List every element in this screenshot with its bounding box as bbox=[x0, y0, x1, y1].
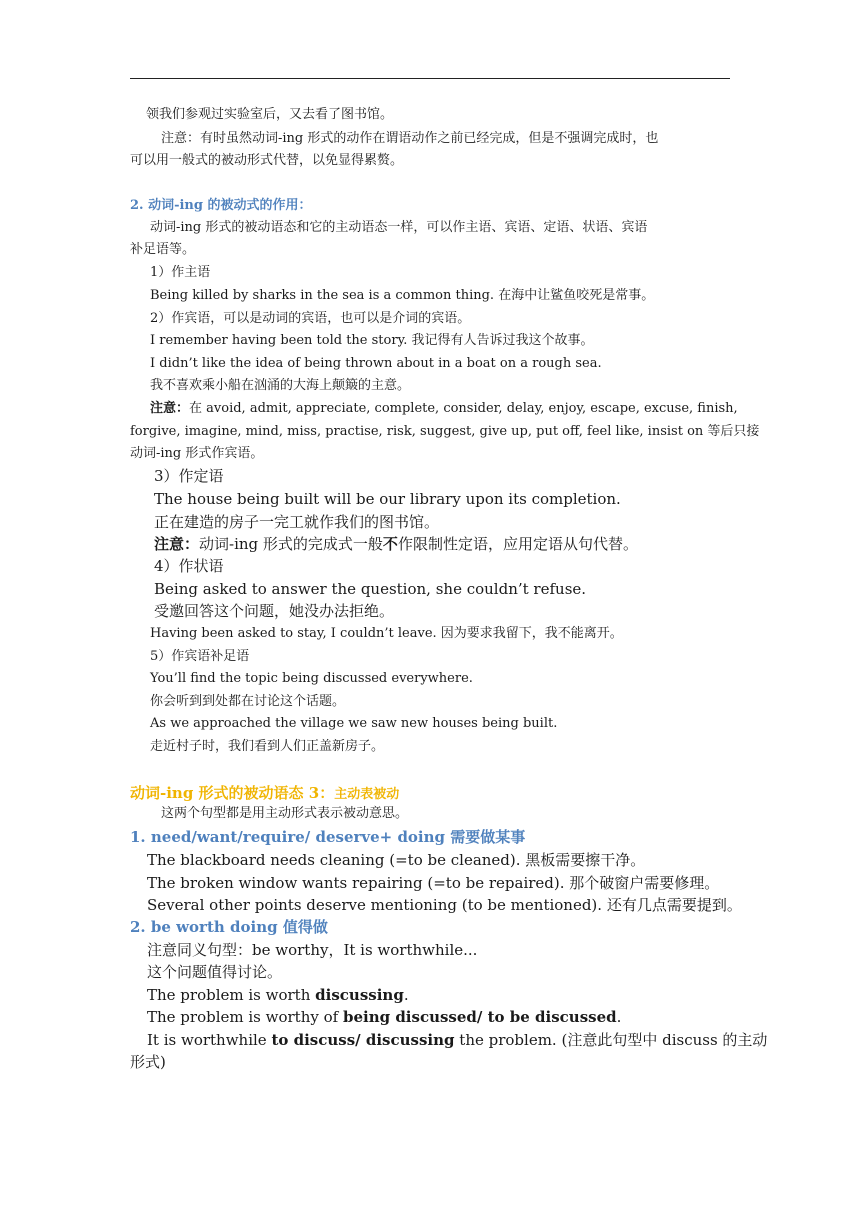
example-translation: 正在建造的房子一完工就作我们的图书馆。 bbox=[154, 513, 440, 531]
note-line bbox=[154, 535, 638, 553]
example-translation: 这个问题值得讨论。 bbox=[147, 963, 283, 981]
text-run: . bbox=[403, 986, 409, 1004]
header-rule bbox=[130, 78, 730, 79]
pattern-heading: 2. be worth doing 值得做 bbox=[130, 918, 328, 936]
example-line: As we approached the village we saw new houses being built. bbox=[150, 716, 558, 731]
section-heading bbox=[130, 783, 399, 803]
note-label: 注意： bbox=[150, 401, 190, 416]
section-heading-main: 动词-ing 形式的被动语态 3： bbox=[130, 784, 335, 802]
text-run: . bbox=[616, 1008, 622, 1026]
text-line: 注意同义句型：be worthy，It is worthwhile... bbox=[147, 941, 478, 959]
note-line: forgive, imagine, mind, miss, practise, risk, suggest, give up, put off, feel like, insist on 等后只接 bbox=[130, 424, 760, 439]
text-emphasis: discussing bbox=[315, 986, 404, 1004]
example-line: I didn’t like the idea of being thrown about in a boat on a rough sea. bbox=[150, 356, 602, 371]
subsection-title: 5）作宾语补足语 bbox=[150, 649, 250, 664]
subsection-title: 2）作宾语，可以是动词的宾语，也可以是介词的宾语。 bbox=[150, 311, 471, 326]
note-text: 在 avoid, admit, appreciate, complete, consider, delay, enjoy, escape, excuse, finish, bbox=[189, 401, 738, 416]
text-run: The problem is worthy of bbox=[147, 1008, 343, 1026]
example-line: The broken window wants repairing (=to be repaired). 那个破窗户需要修理。 bbox=[147, 874, 720, 892]
example-line: The blackboard needs cleaning (=to be cleaned). 黑板需要擦干净。 bbox=[147, 851, 646, 869]
text-line: 领我们参观过实验室后，又去看了图书馆。 bbox=[146, 107, 394, 122]
example-translation: 走近村子时，我们看到人们正盖新房子。 bbox=[150, 739, 385, 754]
note-text: 动词-ing 形式的完成式一般 bbox=[199, 535, 383, 553]
note-label: 注意： bbox=[154, 535, 200, 553]
text-line: 补足语等。 bbox=[130, 242, 196, 257]
note-line: 动词-ing 形式作宾语。 bbox=[130, 446, 264, 461]
example-translation: 你会听到到处都在讨论这个话题。 bbox=[150, 694, 346, 709]
example-line bbox=[147, 986, 409, 1004]
note-text: 作限制性定语，应用定语从句代替。 bbox=[397, 535, 638, 553]
example-line: The house being built will be our library upon its completion. bbox=[154, 490, 621, 508]
text-line: 可以用一般式的被动形式代替，以免显得累赘。 bbox=[130, 153, 404, 168]
example-line bbox=[147, 1031, 767, 1049]
text-line: 动词-ing 形式的被动语态和它的主动语态一样，可以作主语、宾语、定语、状语、宾语 bbox=[150, 220, 648, 235]
example-line: Being killed by sharks in the sea is a common thing. 在海中让鲨鱼咬死是常事。 bbox=[150, 288, 655, 303]
text-emphasis: being discussed/ to be discussed bbox=[342, 1008, 617, 1026]
subsection-title: 1）作主语 bbox=[150, 265, 211, 280]
note-line bbox=[150, 401, 738, 417]
pattern-heading: 1. need/want/require/ deserve+ doing 需要做某事 bbox=[130, 828, 526, 846]
subsection-title: 3）作定语 bbox=[154, 467, 224, 485]
text-line: 形式) bbox=[130, 1053, 166, 1071]
example-line bbox=[147, 1008, 621, 1026]
text-emphasis: to discuss/ discussing bbox=[271, 1031, 455, 1049]
example-translation: 我不喜欢乘小船在汹涌的大海上颠簸的主意。 bbox=[150, 378, 411, 393]
text-run: The problem is worth bbox=[147, 986, 316, 1004]
example-line: I remember having been told the story. 我记得有人告诉过我这个故事。 bbox=[150, 333, 594, 348]
example-translation: 受邀回答这个问题，她没办法拒绝。 bbox=[154, 602, 395, 620]
text-line: 注意：有时虽然动词-ing 形式的动作在谓语动作之前已经完成，但是不强调完成时，也 bbox=[161, 131, 659, 146]
text-run: the problem. (注意此句型中 discuss 的主动 bbox=[454, 1031, 768, 1049]
section-heading-sub: 主动表被动 bbox=[334, 787, 400, 802]
example-line: You’ll find the topic being discussed everywhere. bbox=[150, 671, 473, 686]
text-run: It is worthwhile bbox=[147, 1031, 272, 1049]
example-line: Having been asked to stay, I couldn’t leave. 因为要求我留下，我不能离开。 bbox=[150, 626, 623, 641]
section-heading: 2. 动词-ing 的被动式的作用： bbox=[130, 198, 312, 213]
note-emphasis: 不 bbox=[382, 535, 398, 553]
subsection-title: 4）作状语 bbox=[154, 557, 224, 575]
text-line: 这两个句型都是用主动形式表示被动意思。 bbox=[161, 806, 409, 821]
example-line: Several other points deserve mentioning (to be mentioned). 还有几点需要提到。 bbox=[147, 896, 742, 914]
example-line: Being asked to answer the question, she couldn’t refuse. bbox=[154, 580, 587, 598]
